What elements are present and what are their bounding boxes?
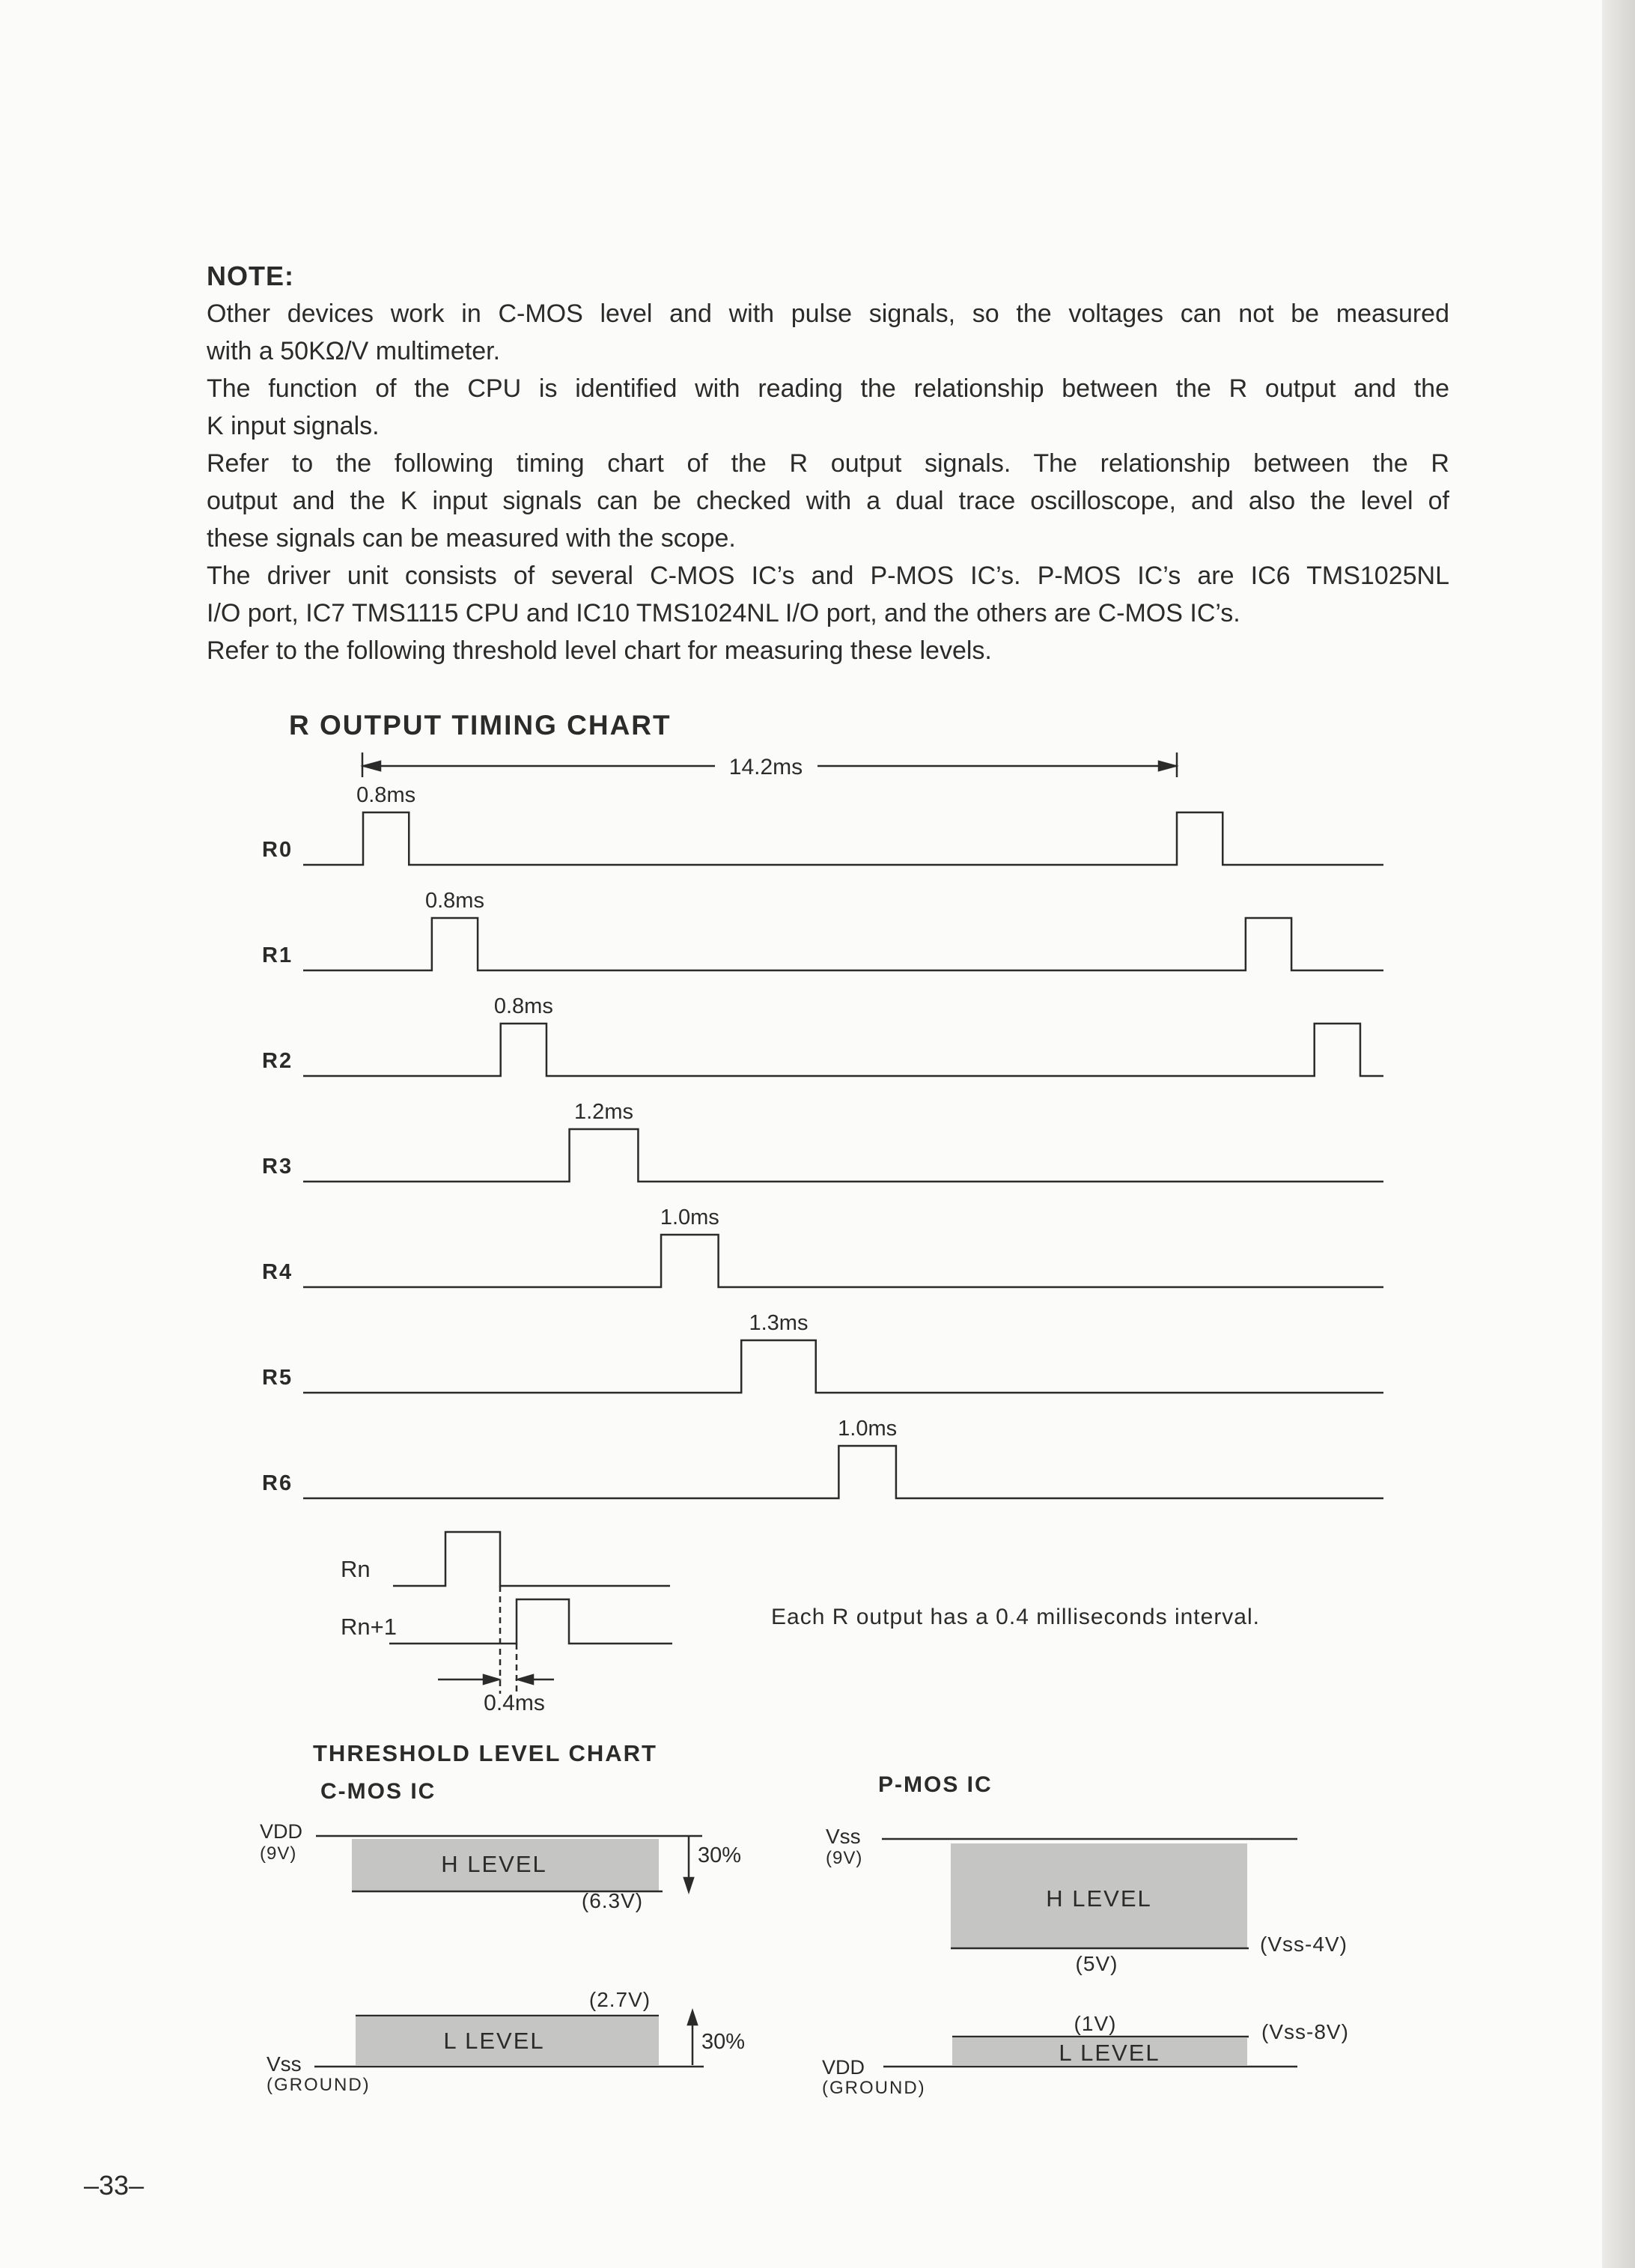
- waveform-r2: [303, 1024, 1383, 1076]
- cmos-l-level-label: L LEVEL: [443, 2028, 545, 2054]
- pmos-l-formula: (Vss-8V): [1261, 2020, 1349, 2043]
- cmos-h-level-label: H LEVEL: [441, 1851, 547, 1877]
- pmos-l-level-label: L LEVEL: [1059, 2040, 1160, 2066]
- row-label-r1: R1: [262, 943, 293, 967]
- row-label-r3: R3: [262, 1155, 293, 1179]
- waveform-r6: [303, 1446, 1383, 1498]
- row-label-r6: R6: [262, 1471, 293, 1495]
- note-line: these signals can be measured with the scope.: [207, 524, 736, 553]
- page-number: –33–: [84, 2170, 144, 2201]
- waveform-r3: [303, 1129, 1383, 1182]
- row-label-r0: R0: [262, 838, 293, 862]
- cmos-h-arrow-head: [684, 1878, 693, 1891]
- timing-chart-title: R OUTPUT TIMING CHART: [289, 710, 672, 741]
- interval-note: Each R output has a 0.4 milliseconds interval.: [771, 1605, 1260, 1629]
- period-arrow-right: [1159, 761, 1175, 770]
- width-label-r3: 1.2ms: [574, 1100, 633, 1124]
- width-label-r5: 1.3ms: [749, 1311, 809, 1335]
- note-line: I/O port, IC7 TMS1115 CPU and IC10 TMS1024NL I/O port, and the others are C-MOS IC’s.: [207, 599, 1240, 627]
- note-line: Refer to the following timing chart of the R output signals. The relationship between the R: [207, 449, 1449, 478]
- row-label-r5: R5: [262, 1366, 293, 1390]
- pmos-title: P-MOS IC: [878, 1772, 993, 1797]
- note-line: The driver unit consists of several C-MOS IC’s and P-MOS IC’s. P-MOS IC’s are IC6 TMS1025NL: [207, 562, 1449, 590]
- note-line: with a 50KΩ/V multimeter.: [207, 337, 501, 365]
- note-line: output and the K input signals can be checked with a dual trace oscilloscope, and also the level of: [207, 487, 1449, 515]
- gap-arrow-right: [518, 1675, 533, 1684]
- cmos-l-arrow-head: [688, 2011, 697, 2025]
- cmos-vdd-label: VDD: [260, 1820, 303, 1843]
- pmos-h-level-label: H LEVEL: [1046, 1885, 1152, 1912]
- pmos-h-threshold-value: (5V): [1075, 1952, 1118, 1975]
- rn-waveform: [393, 1532, 670, 1586]
- pmos-vdd-label: VDD: [822, 2056, 865, 2079]
- pmos-h-formula: (Vss-4V): [1260, 1933, 1348, 1956]
- waveform-r4: [303, 1235, 1383, 1287]
- note-line: The function of the CPU is identified with reading the relationship between the R output and the: [207, 374, 1449, 403]
- cmos-l-percent: 30%: [701, 2030, 746, 2054]
- width-label-r1: 0.8ms: [424, 889, 484, 913]
- threshold-chart: [260, 1740, 1349, 2098]
- cmos-vss-label: Vss: [267, 2052, 302, 2076]
- waveform-r0: [303, 812, 1383, 865]
- waveform-r5: [303, 1340, 1383, 1393]
- cmos-h-threshold-value: (6.3V): [581, 1889, 644, 1912]
- rn1-label: Rn+1: [341, 1614, 397, 1640]
- width-label-r0: 0.8ms: [356, 783, 416, 807]
- cmos-diagram: [260, 1779, 745, 2095]
- cmos-vdd-value: (9V): [260, 1843, 297, 1864]
- cmos-ground-label: (GROUND): [267, 2075, 371, 2095]
- cmos-title: C-MOS IC: [320, 1779, 436, 1804]
- cmos-h-percent: 30%: [698, 1843, 742, 1867]
- pmos-vss-value: (9V): [826, 1848, 863, 1868]
- pmos-ground-label: (GROUND): [822, 2078, 926, 2098]
- pmos-vss-label: Vss: [826, 1825, 861, 1848]
- width-label-r2: 0.8ms: [493, 994, 553, 1018]
- waveform-r1: [303, 918, 1383, 970]
- note-line: Refer to the following threshold level chart for measuring these levels.: [207, 636, 992, 665]
- gap-label: 0.4ms: [484, 1691, 545, 1715]
- row-label-r4: R4: [262, 1260, 293, 1284]
- note-line: Other devices work in C-MOS level and with pulse signals, so the voltages can not be measured: [207, 300, 1449, 328]
- note-line: K input signals.: [207, 412, 380, 440]
- period-arrow-left: [364, 761, 380, 770]
- gap-arrow-left: [484, 1675, 499, 1684]
- threshold-title: THRESHOLD LEVEL CHART: [313, 1740, 657, 1766]
- pmos-diagram: [822, 1772, 1349, 2098]
- rn-label: Rn: [341, 1556, 371, 1582]
- timing-chart: [262, 753, 1383, 1498]
- period-label: 14.2ms: [728, 755, 803, 779]
- cmos-l-threshold-value: (2.7V): [588, 1988, 651, 2011]
- width-label-r6: 1.0ms: [838, 1417, 898, 1441]
- pmos-l-threshold-value: (1V): [1074, 2012, 1117, 2035]
- note-heading: NOTE:: [207, 261, 294, 291]
- width-label-r4: 1.0ms: [660, 1206, 719, 1229]
- row-label-r2: R2: [262, 1049, 293, 1073]
- interval-diagram: [341, 1532, 1260, 1715]
- rn1-waveform: [389, 1599, 672, 1644]
